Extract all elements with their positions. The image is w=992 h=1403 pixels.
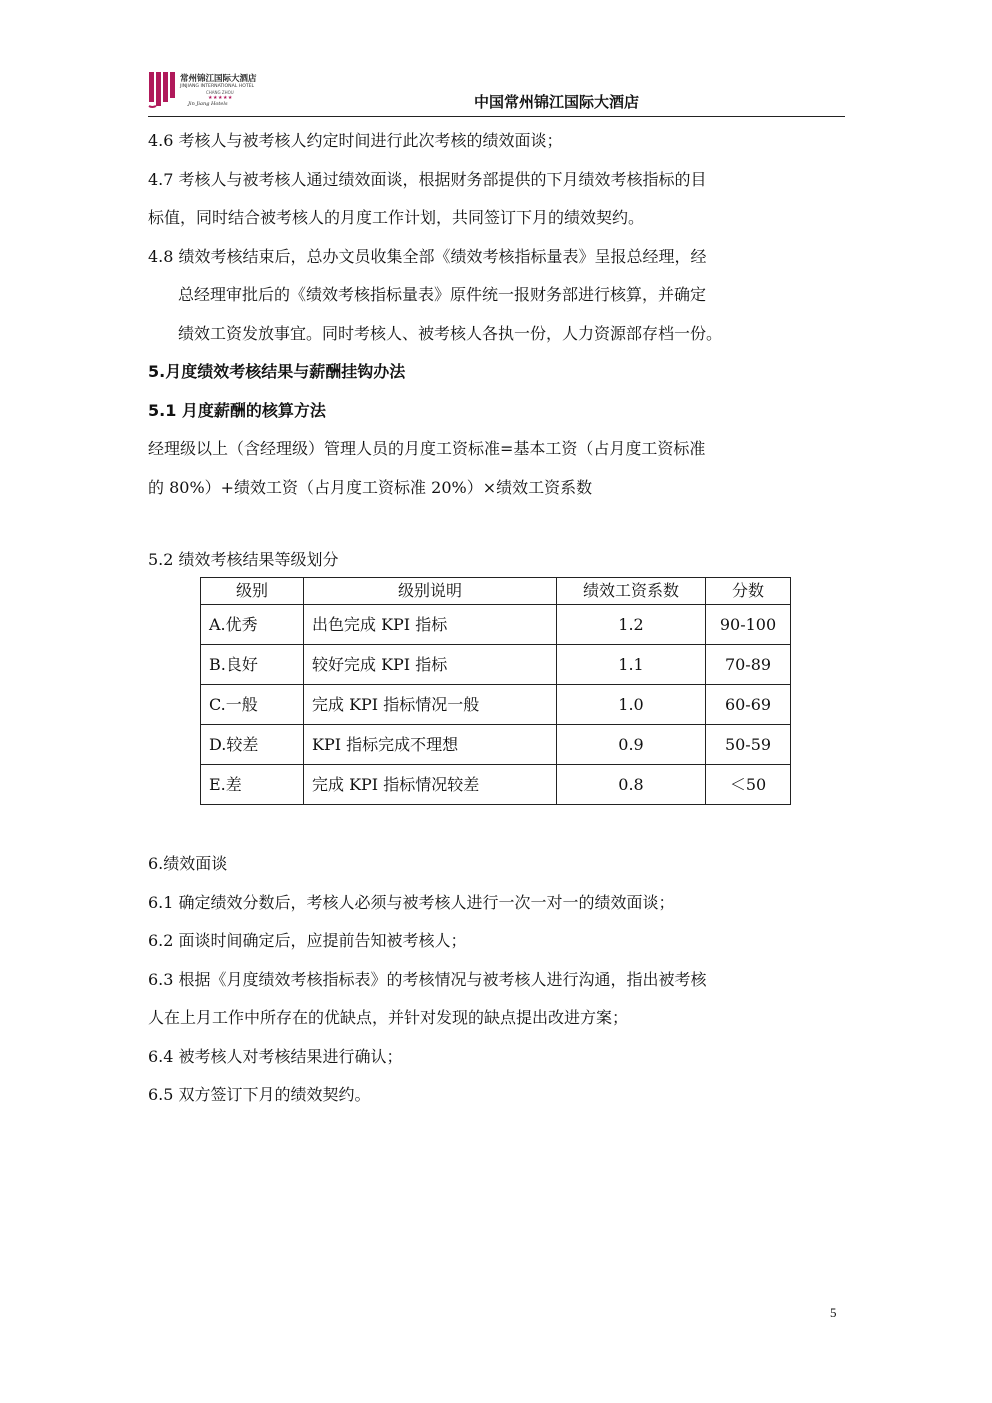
grade-description-cell: 出色完成 KPI 指标 [304, 605, 557, 645]
grade-table [200, 577, 791, 805]
logo-city: CHANG ZHOU [206, 90, 234, 95]
page-header [148, 64, 845, 117]
grade-coefficient-cell: 1.1 [557, 645, 706, 685]
logo-stars: ★★★★★ [208, 95, 233, 101]
page-number: 5 [830, 1305, 837, 1320]
grade-description-cell: KPI 指标完成不理想 [304, 725, 557, 765]
grade-description-cell: 完成 KPI 指标情况一般 [304, 685, 557, 725]
paragraph-6-1: 6.1 确定绩效分数后，考核人必须与被考核人进行一次一对一的绩效面谈； [148, 892, 675, 912]
spacer [148, 805, 848, 845]
grade-description-cell: 较好完成 KPI 指标 [304, 645, 557, 685]
grade-level-cell: E.差 [201, 765, 304, 805]
paragraph-6-5: 6.5 双方签订下月的绩效契约。 [148, 1085, 371, 1104]
grade-table-header-description: 级别说明 [304, 578, 557, 605]
grade-score-cell: ＜50 [706, 765, 791, 805]
grade-table-header-row [201, 578, 791, 605]
grade-coefficient-cell: 0.8 [557, 765, 706, 805]
table-row [201, 765, 791, 805]
section-5-2-heading: 5.2 绩效考核结果等级划分 [148, 550, 339, 569]
paragraph-4-8-line2: 总经理审批后的《绩效考核指标量表》原件统一报财务部进行核算，并确定 [178, 285, 707, 304]
section-5-heading: 5.月度绩效考核结果与薪酬挂钩办法 [148, 362, 406, 381]
grade-table-header-score: 分数 [706, 578, 791, 605]
paragraph-5-1-line2: 的 80%）+绩效工资（占月度工资标准 20%）×绩效工资系数 [148, 477, 593, 497]
paragraph-4-8-line3: 绩效工资发放事宜。同时考核人、被考核人各执一份，人力资源部存档一份。 [178, 323, 723, 343]
table-row [201, 605, 791, 645]
grade-level-cell: B.良好 [201, 645, 304, 685]
paragraph-4-7-line1: 4.7 考核人与被考核人通过绩效面谈，根据财务部提供的下月绩效考核指标的目 [148, 169, 707, 189]
grade-score-cell: 70-89 [706, 645, 791, 685]
grade-coefficient-cell: 1.2 [557, 605, 706, 645]
header-title: 中国常州锦江国际大酒店 [473, 93, 639, 111]
section-6-heading: 6.绩效面谈 [148, 854, 228, 873]
paragraph-4-6: 4.6 考核人与被考核人约定时间进行此次考核的绩效面谈； [148, 131, 563, 150]
grade-level-cell: A.优秀 [201, 605, 304, 645]
paragraph-5-1-line1: 经理级以上（含经理级）管理人员的月度工资标准=基本工资（占月度工资标准 [148, 439, 706, 458]
spacer [148, 507, 848, 545]
logo-chinese-name: 常州锦江国际大酒店 [180, 74, 257, 84]
grade-score-cell: 60-69 [706, 685, 791, 725]
logo-brand: Jin Jiang Hotels [188, 101, 228, 107]
grade-level-cell: D.较差 [201, 725, 304, 765]
paragraph-4-8-line1: 4.8 绩效考核结束后，总办文员收集全部《绩效考核指标量表》呈报总经理，经 [148, 246, 707, 266]
table-row [201, 725, 791, 765]
section-5-1-heading: 5.1 月度薪酬的核算方法 [148, 400, 326, 420]
paragraph-6-3-line1: 6.3 根据《月度绩效考核指标表》的考核情况与被考核人进行沟通，指出被考核 [148, 969, 707, 989]
grade-coefficient-cell: 1.0 [557, 685, 706, 725]
table-row [201, 645, 791, 685]
document-body [148, 122, 848, 1115]
grade-table-header-level: 级别 [201, 578, 304, 605]
grade-description-cell: 完成 KPI 指标情况较差 [304, 765, 557, 805]
grade-level-cell: C.一般 [201, 685, 304, 725]
table-row [201, 685, 791, 725]
paragraph-6-3-line2: 人在上月工作中所存在的优缺点，并针对发现的缺点提出改进方案； [148, 1008, 629, 1027]
paragraph-6-2: 6.2 面谈时间确定后，应提前告知被考核人； [148, 931, 467, 950]
grade-coefficient-cell: 0.9 [557, 725, 706, 765]
logo-english-name: JINJIANG INTERNATIONAL HOTEL [180, 84, 255, 89]
grade-table-header-coefficient: 绩效工资系数 [557, 578, 706, 605]
paragraph-4-7-line2: 标值，同时结合被考核人的月度工作计划，共同签订下月的绩效契约。 [148, 208, 645, 227]
paragraph-6-4: 6.4 被考核人对考核结果进行确认； [148, 1046, 403, 1066]
grade-score-cell: 50-59 [706, 725, 791, 765]
grade-score-cell: 90-100 [706, 605, 791, 645]
